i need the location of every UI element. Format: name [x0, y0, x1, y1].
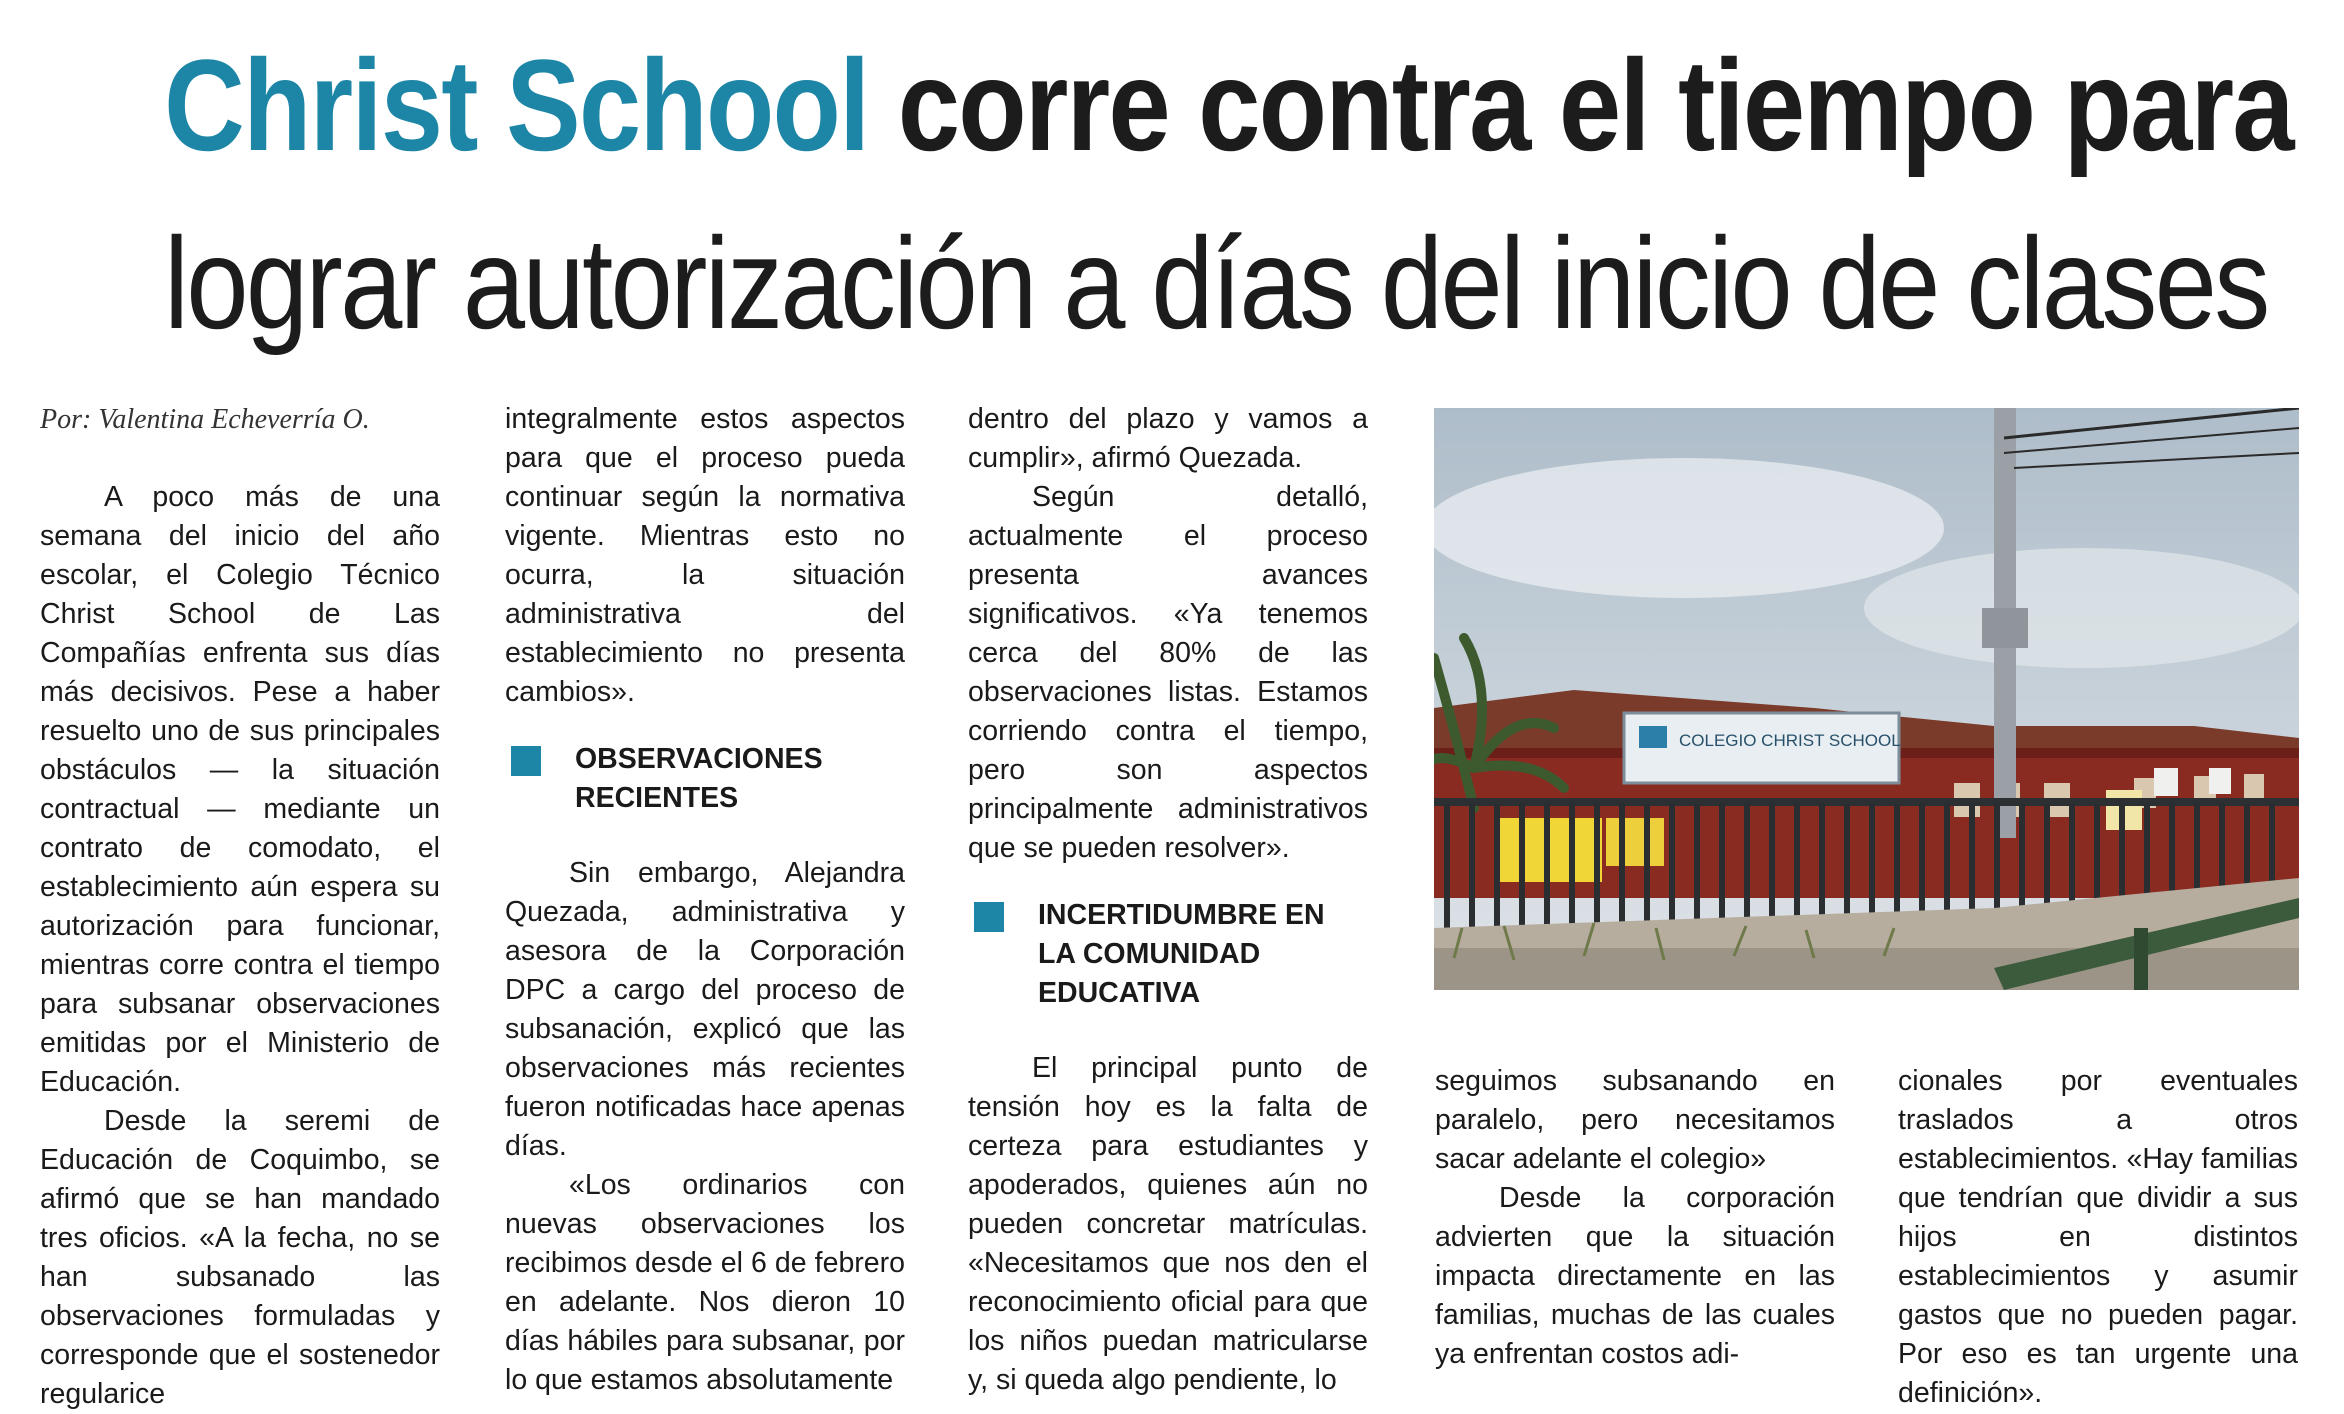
article-column-4 [1435, 1062, 1835, 1374]
paragraph: dentro del plazo y vamos a cumplir», afirmó Quezada. [968, 403, 1368, 474]
school-photo [1434, 408, 2299, 990]
paragraph: A poco más de una semana del inicio del año escolar, el Colegio Técnico Christ School de Las Compañías enfrenta sus días más decisivos. Pese a haber resuelto uno de sus principales obstáculos — la situación contractual — mediante un contrato de comodato, el establecimiento aún espera su autorización para funcionar, mientras corre contra el tiempo para subsanar observaciones emitidas por el Ministerio de Educación. [40, 481, 440, 1098]
paragraph: El principal punto de tensión hoy es la falta de certeza para estudiantes y apoderados, quienes aún no pueden concretar matrículas. «Necesitamos que nos den el reconocimiento oficial para que los niños puedan matricularse y, si queda algo pendiente, lo [968, 1052, 1368, 1396]
paragraph: seguimos subsanando en paralelo, pero necesitamos sacar adelante el colegio» [1435, 1065, 1835, 1175]
headline-line-2: lograr autorización a días del inicio de clases [164, 210, 2268, 356]
byline: Por: Valentina Echeverría O. [40, 404, 370, 435]
paragraph: Sin embargo, Alejandra Quezada, administrativa y asesora de la Corporación DPC a cargo del proceso de subsanación, explicó que las observaciones más recientes fueron notificadas hace apenas días. [505, 857, 905, 1162]
headline-line-1 [164, 30, 2293, 180]
article-column-2 [505, 400, 905, 1400]
paragraph: Desde la corporación advierten que la situación impacta directamente en las familias, muchas de las cuales ya enfrentan costos adi- [1435, 1182, 1835, 1370]
square-bullet-icon [511, 746, 541, 776]
headline-line-1-rest: corre contra el tiempo para [868, 32, 2293, 178]
article-column-3 [968, 400, 1368, 1400]
subhead-observaciones [505, 740, 905, 818]
article-column-1 [40, 400, 440, 1414]
headline-accent: Christ School [164, 32, 869, 178]
paragraph: «Los ordinarios con nuevas observaciones los recibimos desde el 6 de febrero en adelante. Nos dieron 10 días hábiles para subsanar, por lo que estamos absolutamente [505, 1169, 905, 1396]
article-column-5 [1898, 1062, 2298, 1413]
paragraph: Según detalló, actualmente el proceso presenta avances significativos. «Ya tenemos cerca del 80% de las observaciones listas. Estamos corriendo contra el tiempo, pero son aspectos principalmente administrativos que se pueden resolver». [968, 481, 1368, 864]
subhead-incertidumbre [968, 896, 1368, 1013]
subhead-text: INCERTIDUMBRE EN LA COMUNIDAD EDUCATIVA [1038, 899, 1325, 1009]
paragraph: integralmente estos aspectos para que el proceso pueda continuar según la normativa vigente. Mientras esto no ocurra, la situación administrativa del establecimiento no presenta cambios». [505, 403, 905, 708]
subhead-text: OBSERVACIONES RECIENTES [575, 743, 823, 814]
sign-text: COLEGIO CHRIST SCHOOL [1679, 731, 1901, 750]
square-bullet-icon [974, 902, 1004, 932]
paragraph: cionales por eventuales traslados a otros establecimientos. «Hay familias que tendrían que dividir a sus hijos en distintos establecimientos y asumir gastos que no pueden pagar. Por eso es tan urgente una definición». [1898, 1065, 2298, 1409]
paragraph: Desde la seremi de Educación de Coquimbo, se afirmó que se han mandado tres oficios. «A la fecha, no se han subsanado las observaciones formuladas y corresponde que el sostenedor regularice [40, 1105, 440, 1410]
